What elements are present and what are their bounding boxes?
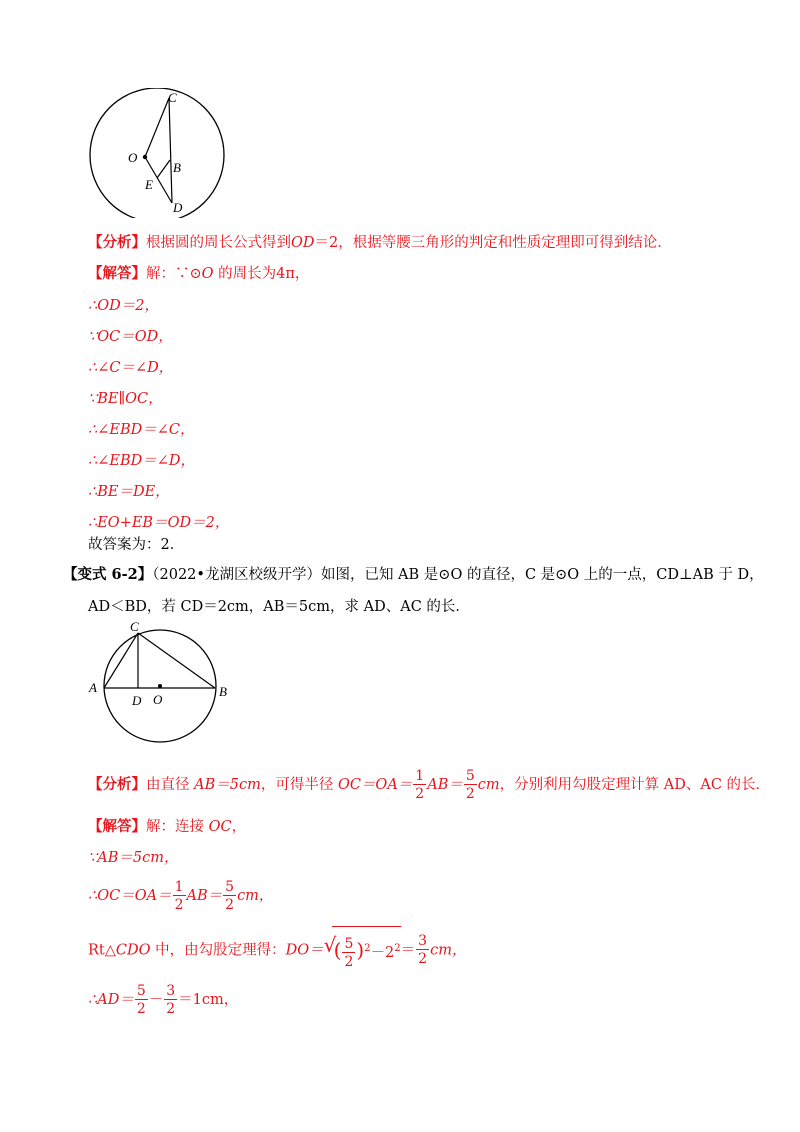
label-e: E bbox=[145, 177, 153, 192]
variant-line-1: 【变式 6-2】（2022•龙湖区校级开学）如图，已知 AB 是⊙O 的直径，C 是⊙O 上的一点，CD⊥AB 于 D， bbox=[63, 566, 764, 583]
label-d-2: D bbox=[132, 693, 142, 708]
label-b: B bbox=[173, 160, 181, 175]
segment-oc bbox=[145, 98, 169, 157]
center-point-o bbox=[143, 155, 147, 159]
answer-1: 【解答】解：∵⊙O 的周长为4π， bbox=[88, 265, 310, 282]
step-1-7: ∴BE＝DE， bbox=[88, 484, 170, 500]
fraction-one-half: $\frac{1}{2}$ bbox=[415, 768, 425, 802]
label-d: D bbox=[173, 200, 183, 215]
variant-line-2: AD＜BD，若 CD＝2cm，AB＝5cm，求 AD、AC 的长． bbox=[88, 599, 470, 615]
fraction-five-halves-3: $\frac{5}{2}$ bbox=[136, 983, 146, 1017]
square-root-expression: √ ( $\frac{5}{2}$ )$^2-2^2$ bbox=[332, 926, 401, 975]
fraction-one-half-2: $\frac{1}{2}$ bbox=[174, 879, 184, 913]
fraction-three-halves-2: $\frac{3}{2}$ bbox=[166, 983, 176, 1017]
fraction-five-halves: $\frac{5}{2}$ bbox=[465, 768, 475, 802]
analysis-1: 【分析】根据圆的周长公式得到OD＝2，根据等腰三角形的判定和性质定理即可得到结论． bbox=[88, 234, 672, 251]
label-b-2: B bbox=[219, 684, 227, 699]
step-2-4: ∴AD＝ $\frac{5}{2}$ － $\frac{3}{2}$ ＝1cm， bbox=[88, 983, 239, 1017]
analysis-2: 【分析】由直径 AB＝5cm，可得半径 OC＝OA＝ $\frac{1}{2}$ AB＝ $\frac{5}{2}$ cm，分别利用勾股定理计算 AD、AC 的长． bbox=[88, 768, 771, 802]
step-2-2: ∴OC＝OA＝ $\frac{1}{2}$ AB＝ $\frac{5}{2}$ cm， bbox=[88, 879, 274, 913]
label-o: O bbox=[128, 150, 138, 165]
step-1-3: ∴∠C＝∠D， bbox=[88, 360, 174, 376]
fraction-five-halves-2: $\frac{5}{2}$ bbox=[225, 879, 235, 913]
fraction-three-halves: $\frac{3}{2}$ bbox=[418, 933, 428, 968]
step-1-6: ∴∠EBD＝∠D， bbox=[88, 453, 196, 469]
segment-cd bbox=[169, 98, 172, 203]
step-1-5: ∴∠EBD＝∠C， bbox=[88, 422, 195, 438]
label-c: C bbox=[168, 90, 177, 105]
label-c-2: C bbox=[130, 620, 139, 634]
circle-o-1 bbox=[90, 88, 224, 218]
circle-figure-1 bbox=[86, 88, 236, 218]
answer-2: 【解答】解：连接 OC， bbox=[88, 818, 247, 835]
step-1-8: ∴EO+EB＝OD＝2， bbox=[88, 515, 230, 531]
circle-figure-2 bbox=[86, 620, 246, 750]
segment-cb bbox=[138, 633, 215, 688]
segment-be bbox=[157, 160, 170, 178]
step-1-4: ∵BE∥OC， bbox=[88, 391, 163, 407]
center-point-o-2 bbox=[158, 684, 162, 688]
step-2-3: Rt△CDO 中，由勾股定理得：DO＝ √ ( $\frac{5}{2}$ )$^2-2^2=$ $\frac{3}{2}$ cm， bbox=[88, 926, 466, 970]
label-o-2: O bbox=[153, 692, 163, 707]
final-answer-1: 故答案为：2． bbox=[88, 537, 185, 553]
step-2-1: ∵AB＝5cm， bbox=[88, 850, 179, 866]
step-1-2: ∵OC＝OD， bbox=[88, 329, 173, 345]
segment-ac bbox=[104, 633, 138, 688]
label-a-2: A bbox=[89, 680, 97, 695]
step-1-1: ∴OD＝2， bbox=[88, 298, 159, 314]
